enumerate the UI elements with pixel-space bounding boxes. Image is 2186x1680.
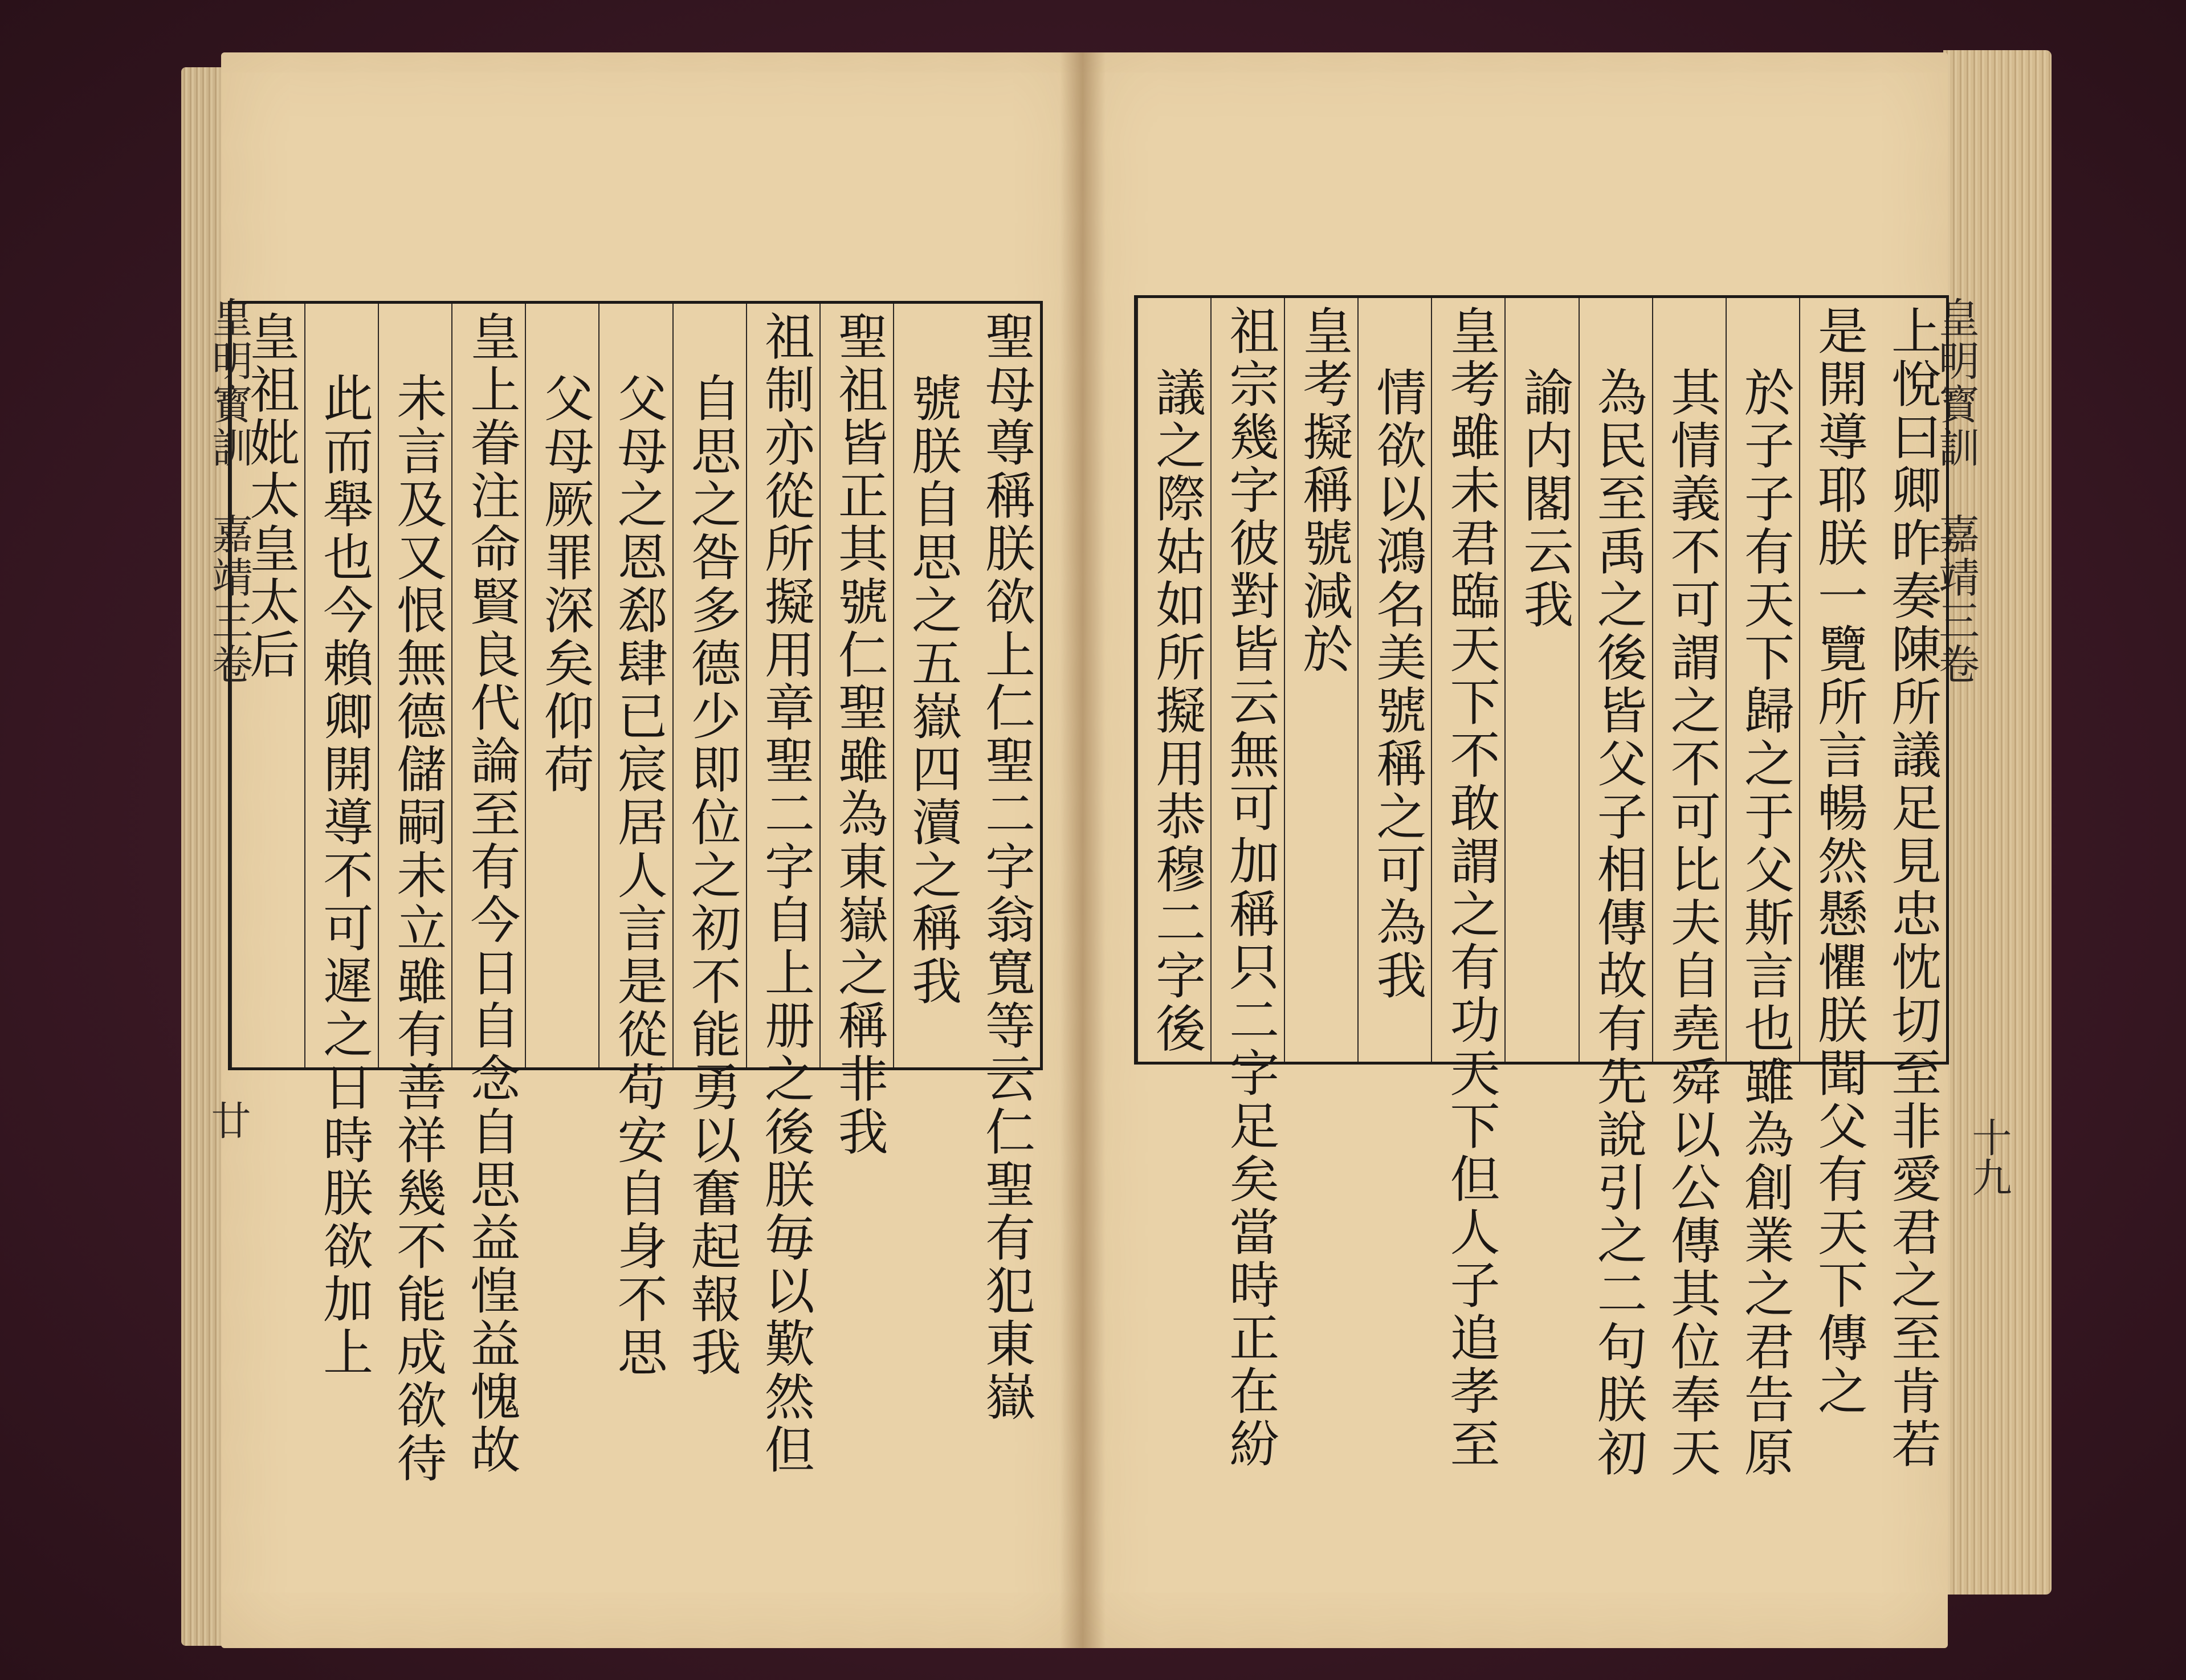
text-column [893,304,966,1067]
book-edge-right [1943,50,2052,1595]
column-text: 皇上眷注命賢良代論至有今日自念自思益惶益愧故 [462,311,521,1477]
column-text: 父母厥罪深矣仰荷 [536,372,595,796]
text-column [1284,298,1357,1062]
column-text: 父母之恩郄肆已宸居人言是從苟安自身不思 [609,372,668,1379]
column-text: 皇祖妣太皇太后 [242,311,301,682]
text-column [378,304,451,1485]
column-text: 未言及又恨無德儲嗣未立雖有善祥幾不能成欲待 [389,372,448,1485]
text-column [1799,298,1873,1418]
text-column [1579,298,1652,1479]
book-gutter [1060,52,1106,1648]
text-column [672,304,746,1379]
column-text: 其情義不可謂之不可比夫自堯舜以公傳其位奉天 [1662,366,1722,1479]
column-text: 議之際姑如所擬用恭穆二字後 [1148,366,1207,1055]
column-text: 祖宗幾字彼對皆云無可加稱只二字足矣當時正在紛 [1221,305,1280,1471]
column-text: 是開導耶朕一覽所言暢然懸懼朕聞父有天下傳之 [1809,305,1869,1418]
column-text: 聖祖皆正其號仁聖雖為東嶽之稱非我 [830,311,889,1159]
column-text: 自思之咎多德少即位之初不能勇以奮起報我 [683,372,742,1379]
text-column [746,304,819,1477]
column-text: 皇考擬稱號減於 [1295,305,1354,676]
text-column [598,304,672,1379]
text-column [304,304,378,1379]
text-column [525,304,598,1067]
text-column [1873,298,1946,1471]
column-text: 於子子有天下歸之于父斯言也雖為創業之君告原 [1736,366,1795,1479]
column-text: 情欲以鴻名美號稱之可為我 [1368,366,1428,1002]
column-text: 皇考雖未君臨天下不敢謂之有功天下但人子追孝至 [1442,305,1501,1471]
right-folio-number: 十九 [1965,1117,2012,1197]
text-column [1726,298,1799,1479]
left-margin-title: 皇明寳訓 嘉靖三卷 [205,296,253,686]
text-column [1210,298,1284,1471]
column-text: 上悅曰卿昨奏陳所議足見忠忱切至非愛君之至肯若 [1883,305,1942,1471]
text-column [451,304,525,1477]
text-column [1431,298,1504,1471]
left-text-frame [228,301,1043,1485]
right-text-frame [1134,295,1949,1479]
text-column [1504,298,1578,1062]
text-column [1357,298,1431,1062]
column-text: 此而舉也今賴卿開導不可遲之日時朕欲加上 [315,372,374,1379]
column-text: 諭内閣云我 [1515,366,1575,631]
text-column [819,304,893,1159]
text-column [1652,298,1726,1479]
column-text: 為民至禹之後皆父子相傳故有先說引之二句朕初 [1589,366,1648,1479]
text-column [966,304,1040,1424]
column-text: 號朕自思之五嶽四瀆之稱我 [903,372,963,1008]
column-text: 祖制亦從所擬用章聖二字自上册之後朕毎以歎然但 [756,311,815,1477]
left-folio-number: 廿 [205,1100,251,1140]
text-column [231,304,304,1067]
text-column [1137,298,1210,1062]
right-margin-title: 皇明寳訓 嘉靖三卷 [1932,296,1980,686]
column-text: 聖母尊稱朕欲上仁聖二字翁寬等云仁聖有犯東嶽 [977,311,1036,1424]
